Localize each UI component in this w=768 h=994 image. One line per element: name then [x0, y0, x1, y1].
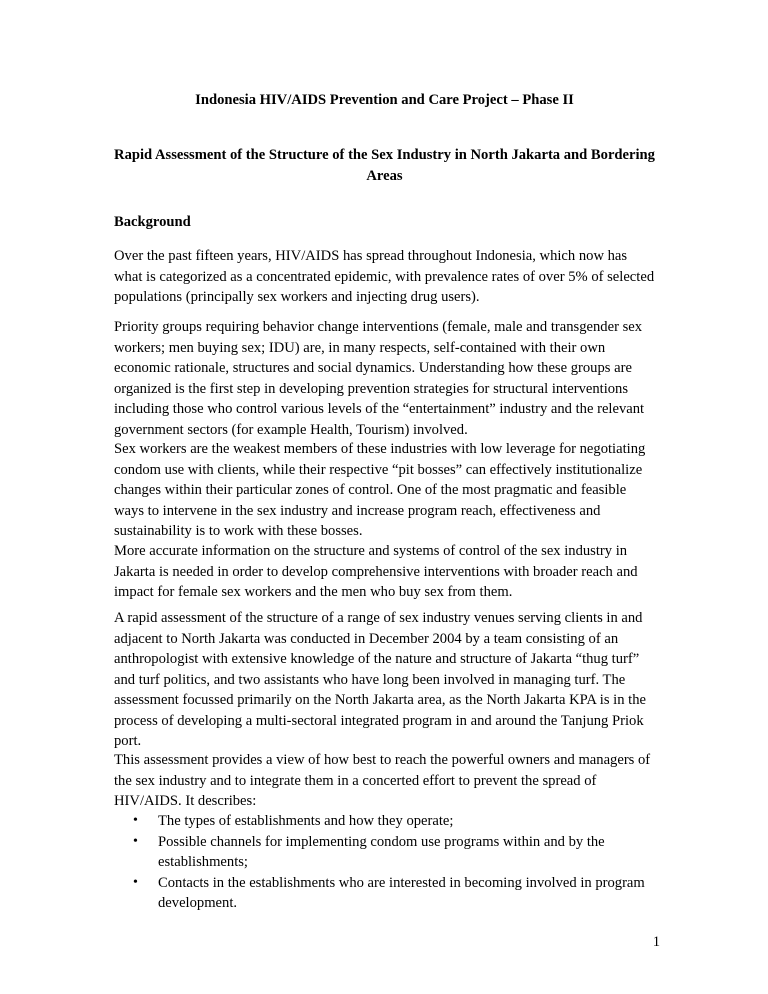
paragraph: A rapid assessment of the structure of a range of sex industry venues serving clients in and adjacent to North Jakarta was conducted in December 2004 by a team consisting of an anthropologist with extensive knowledge of the nature and structure of Jakarta “thug turf” and turf politics, and two assistants who have long been involved in managing turf. The assessment focussed primarily on the North Jakarta area, as the North Jakarta KPA is in the process of developing a multi-sectoral integrated program in and around the Tanjung Priok port.	[114, 610, 647, 749]
document-subtitle: Rapid Assessment of the Structure of the Sex Industry in North Jakarta and Bordering Areas	[114, 147, 655, 184]
list-item-text: The types of establishments and how they operate;	[158, 813, 454, 829]
page-number: 1	[652, 934, 660, 950]
paragraph: This assessment provides a view of how best to reach the powerful owners and managers of the sex industry and to integrate them in a concerted effort to prevent the spread of HIV/AIDS. It describes:	[114, 752, 651, 809]
bullet-list	[114, 811, 659, 914]
paragraph: Priority groups requiring behavior change interventions (female, male and transgender sex workers; men buying sex; IDU) are, in many respects, self-contained with their own economic rationale, structures and social dynamics. Understanding how these groups are organized is the first step in developing prevention strategies for structural interventions including those who control various levels of the “entertainment” industry and the relevant government sectors (for example Health, Tourism) involved.	[114, 319, 645, 438]
bullet-icon: •	[133, 833, 138, 849]
paragraph: More accurate information on the structure and systems of control of the sex industry in Jakarta is needed in order to develop comprehensive interventions with broader reach and impact for female sex workers and the men who buy sex from them.	[114, 543, 638, 600]
list-item-text: Contacts in the establishments who are interested in becoming involved in program development.	[158, 874, 645, 911]
list-item	[114, 873, 659, 914]
paragraph: Over the past fifteen years, HIV/AIDS has spread throughout Indonesia, which now has what is categorized as a concentrated epidemic, with prevalence rates of over 5% of selected populations (principally sex workers and injecting drug users).	[114, 248, 655, 305]
section-heading-background: Background	[114, 214, 191, 230]
list-item	[114, 811, 659, 832]
list-item-text: Possible channels for implementing condom use programs within and by the establishments;	[158, 833, 605, 870]
document-title: Indonesia HIV/AIDS Prevention and Care Project – Phase II	[195, 92, 574, 108]
list-item	[114, 832, 659, 873]
bullet-icon: •	[133, 874, 138, 890]
bullet-icon: •	[133, 813, 138, 828]
paragraph: Sex workers are the weakest members of these industries with low leverage for negotiating condom use with clients, while their respective “pit bosses” can effectively institutionalize changes within their particular zones of control. One of the most pragmatic and feasible ways to intervene in the sex industry and increase program reach, effectiveness and sustainability is to work with these bosses.	[114, 441, 646, 539]
